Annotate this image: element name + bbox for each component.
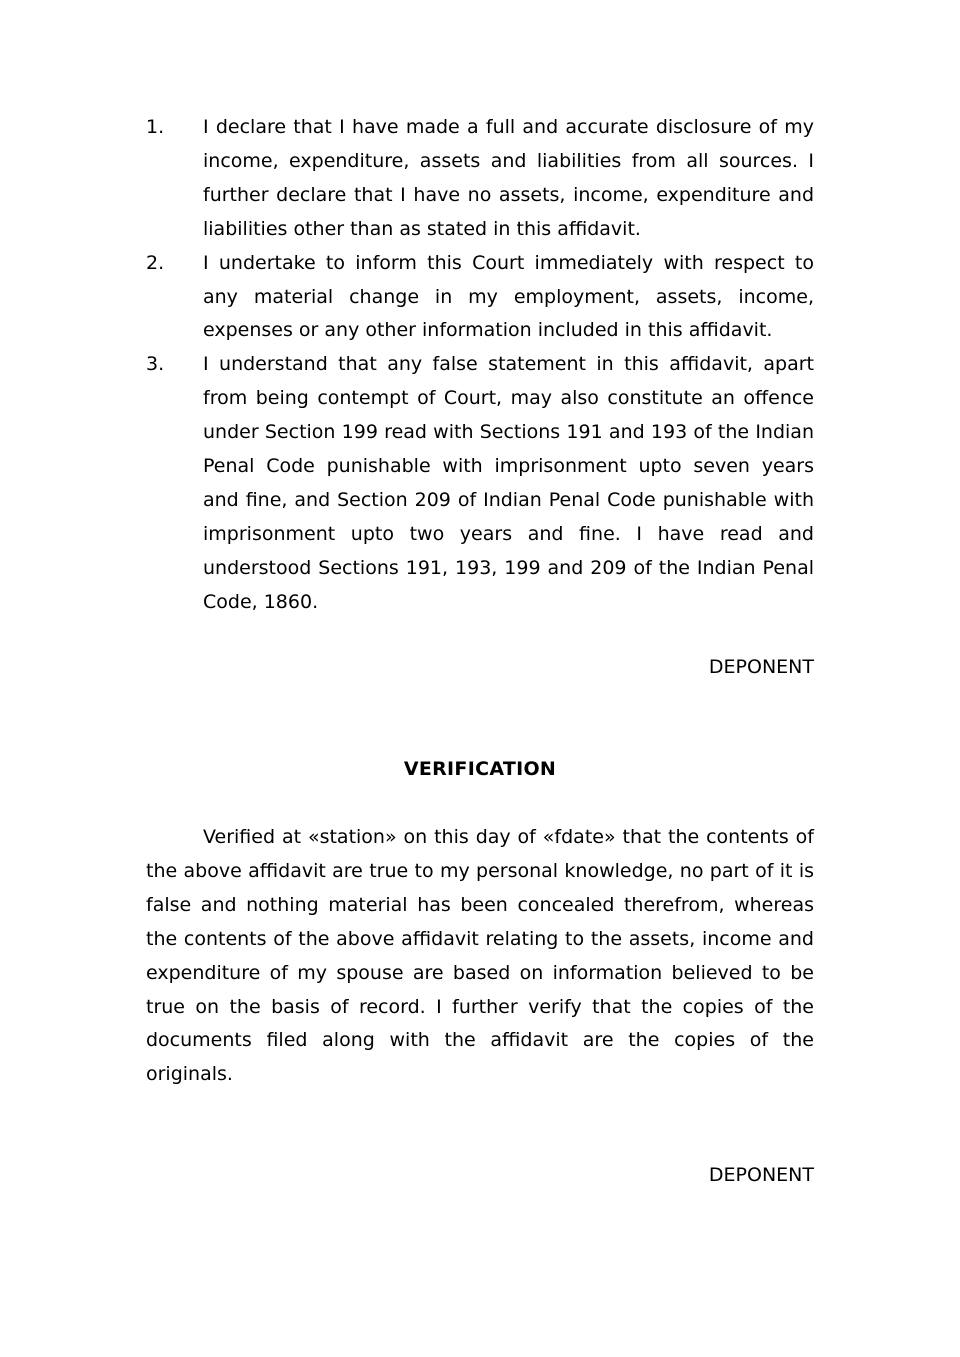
- deponent-signature-label: DEPONENT: [708, 1164, 814, 1186]
- declaration-list: [146, 111, 814, 620]
- verification-heading: VERIFICATION: [403, 758, 557, 780]
- deponent-signature-label: DEPONENT: [708, 656, 814, 678]
- declaration-item-1: [146, 111, 814, 247]
- declaration-number: 3.: [146, 353, 165, 376]
- declaration-number: 2.: [146, 251, 165, 274]
- declaration-item-2: [146, 247, 814, 349]
- declaration-number: 1.: [146, 116, 165, 138]
- verification-body: Verified at «station» on this day of «fdate» that the contents of the above affidavit are true to my personal knowledge, no part of it is false and nothing material has been concealed therefrom, whereas the contents of the above affidavit relating to the assets, income and expenditure of my spouse are based on information believed to be true on the basis of record. I further verify that the copies of the documents filed along with the affidavit are the copies of the originals.: [146, 826, 814, 1086]
- declaration-text: I understand that any false statement in this affidavit, apart from being contempt of Court, may also constitute an offence under Section 199 read with Sections 191 and 193 of the Indian Penal Code punishable with imprisonment upto seven years and fine, and Section 209 of Indian Penal Code punishable with imprisonment upto two years and fine. I have read and understood Sections 191, 193, 199 and 209 of the Indian Penal Code, 1860.: [203, 353, 814, 613]
- declaration-text: I declare that I have made a full and accurate disclosure of my income, expenditure, assets and liabilities from all sources. I further declare that I have no assets, income, expenditure and liabilities other than as stated in this affidavit.: [203, 116, 814, 240]
- declaration-item-3: [146, 348, 814, 619]
- declaration-text: I undertake to inform this Court immediately with respect to any material change in my employment, assets, income, expenses or any other information included in this affidavit.: [203, 251, 814, 342]
